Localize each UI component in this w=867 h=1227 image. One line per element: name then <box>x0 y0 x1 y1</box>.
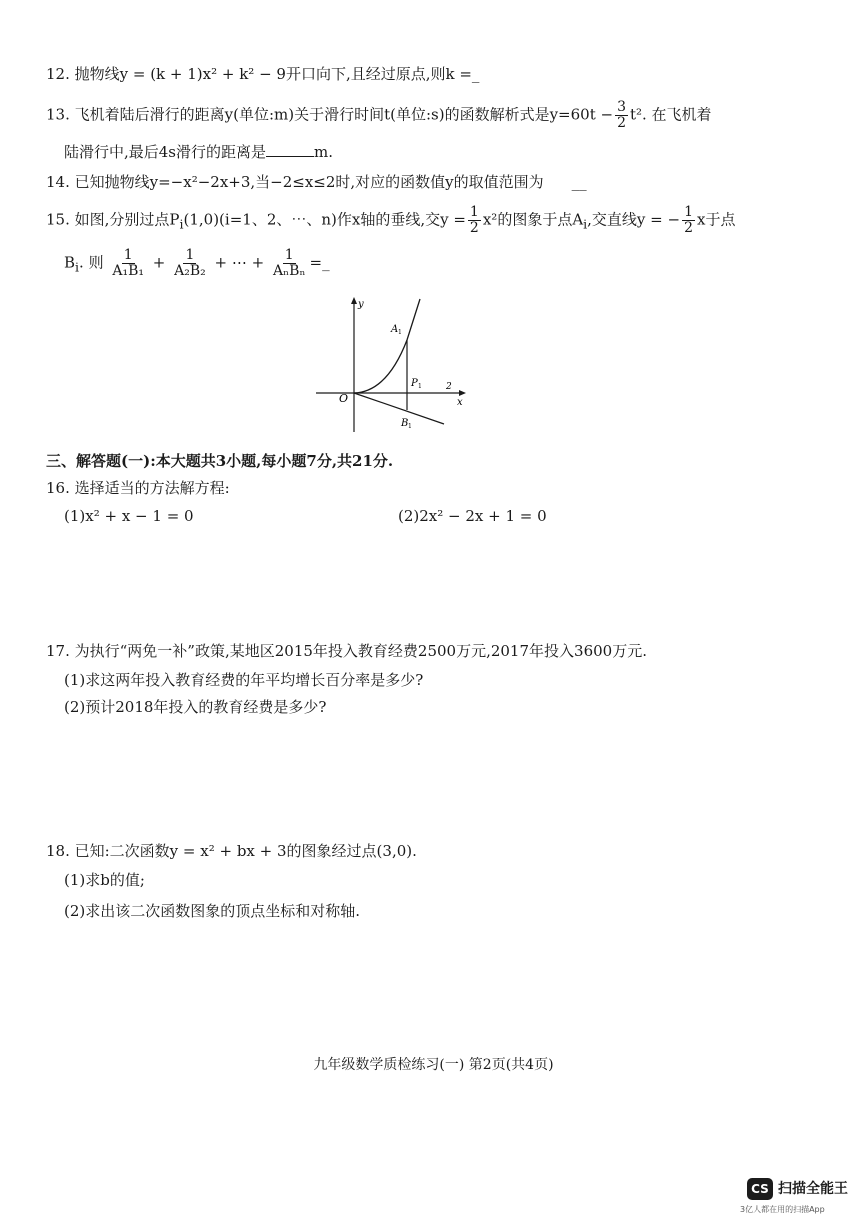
question-13 <box>46 100 712 131</box>
answer-blank <box>266 141 314 157</box>
page-footer: 九年级数学质检练习(一) 第2页(共4页) <box>313 1057 554 1073</box>
watermark-slogan: 3亿人都在用的扫描App <box>740 1205 825 1214</box>
point-a-sub: 1 <box>398 329 402 336</box>
fraction-term-1: $\frac{1}{\text{A₁B₁}}$ <box>112 247 144 279</box>
watermark-name: 扫描全能王 <box>778 1181 848 1197</box>
fraction: $\frac{3}{2}$ <box>617 99 626 131</box>
section-3-heading: 三、解答题(一):本大题共3小题,每小题7分,共21分. <box>46 452 394 470</box>
question-15: 15. 如图,分别过点$P_i(1,0)(i=1$、2、⋯、n)作x轴的垂线,交y = $\frac{1}{2}$ x²的图象于点$A_i$,交直线y = − $\frac{1}{2}$ x于点 <box>46 204 736 236</box>
question-13-text: 13. 飞机着陆后滑行的距离y(单位:m)关于滑行时间t(单位:s)的函数解析式是y=60t − <box>46 105 614 124</box>
question-14-text: 14. 已知抛物线y=−x²−2x+3,当−2≤x≤2时,对应的函数值y的取值范围为 <box>46 173 544 191</box>
camscanner-logo-icon: CS <box>747 1178 773 1200</box>
parabola-figure <box>312 294 472 434</box>
question-13-text-end: t². 在飞机着 <box>629 105 712 124</box>
x-axis-label: x <box>457 397 463 408</box>
fraction: $\frac{1}{2}$ <box>469 204 479 236</box>
question-18-title: 18. 已知:二次函数y = x² + bx + 3的图象经过点(3,0). <box>46 842 417 860</box>
question-17-part-2: (2)预计2018年投入的教育经费是多少? <box>64 698 327 716</box>
tick-label: 2 <box>446 382 452 392</box>
question-13-line2: 陆滑行中,最后4s滑行的距离是 m. <box>64 143 334 161</box>
question-16-title: 16. 选择适当的方法解方程: <box>46 479 230 497</box>
question-17-part-1: (1)求这两年投入教育经费的年平均增长百分率是多少? <box>64 671 424 689</box>
question-12-text: 12. 抛物线y = (k + 1)x² + k² − 9开口向下,且经过原点,则k =_ <box>46 65 480 83</box>
question-15-line2: $B_i$. 则 $\frac{1}{\text{A₁B₁}}$ + $\frac{1}{\text{A₂B₂}}$ + ⋯ + $\frac{1}{\text{AₙBₙ}}$ =_ <box>64 247 330 279</box>
question-12 <box>46 64 479 84</box>
question-14: 14. 已知抛物线y=−x²−2x+3,当−2≤x≤2时,对应的函数值y的取值范围为 __ <box>46 173 587 191</box>
y-axis-label: y <box>358 299 364 310</box>
point-b-sub: 1 <box>408 423 412 430</box>
point-a-label: A <box>391 324 399 335</box>
question-16-part-2: (2)2x² − 2x + 1 = 0 <box>398 507 547 525</box>
question-18-part-2: (2)求出该二次函数图象的顶点坐标和对称轴. <box>64 902 361 920</box>
fraction: $\frac{1}{2}$ <box>684 204 693 236</box>
fraction-term-2: $\frac{1}{\text{A₂B₂}}$ <box>174 247 206 279</box>
question-17-title: 17. 为执行“两免一补”政策,某地区2015年投入教育经费2500万元,2017年投入3600万元. <box>46 642 647 660</box>
origin-label: O <box>339 392 349 405</box>
line-y-neg-half-x <box>354 393 444 424</box>
point-b-label: B <box>401 418 409 429</box>
point-p-sub: 1 <box>418 383 422 390</box>
question-18-part-1: (1)求b的值; <box>64 871 145 889</box>
y-axis-arrow <box>351 297 357 304</box>
point-p-label: P <box>411 378 418 389</box>
question-16-part-1: (1)x² + x − 1 = 0 <box>64 507 194 525</box>
fraction-term-n: $\frac{1}{\text{AₙBₙ}}$ <box>273 247 306 279</box>
x-axis-arrow <box>459 390 466 396</box>
